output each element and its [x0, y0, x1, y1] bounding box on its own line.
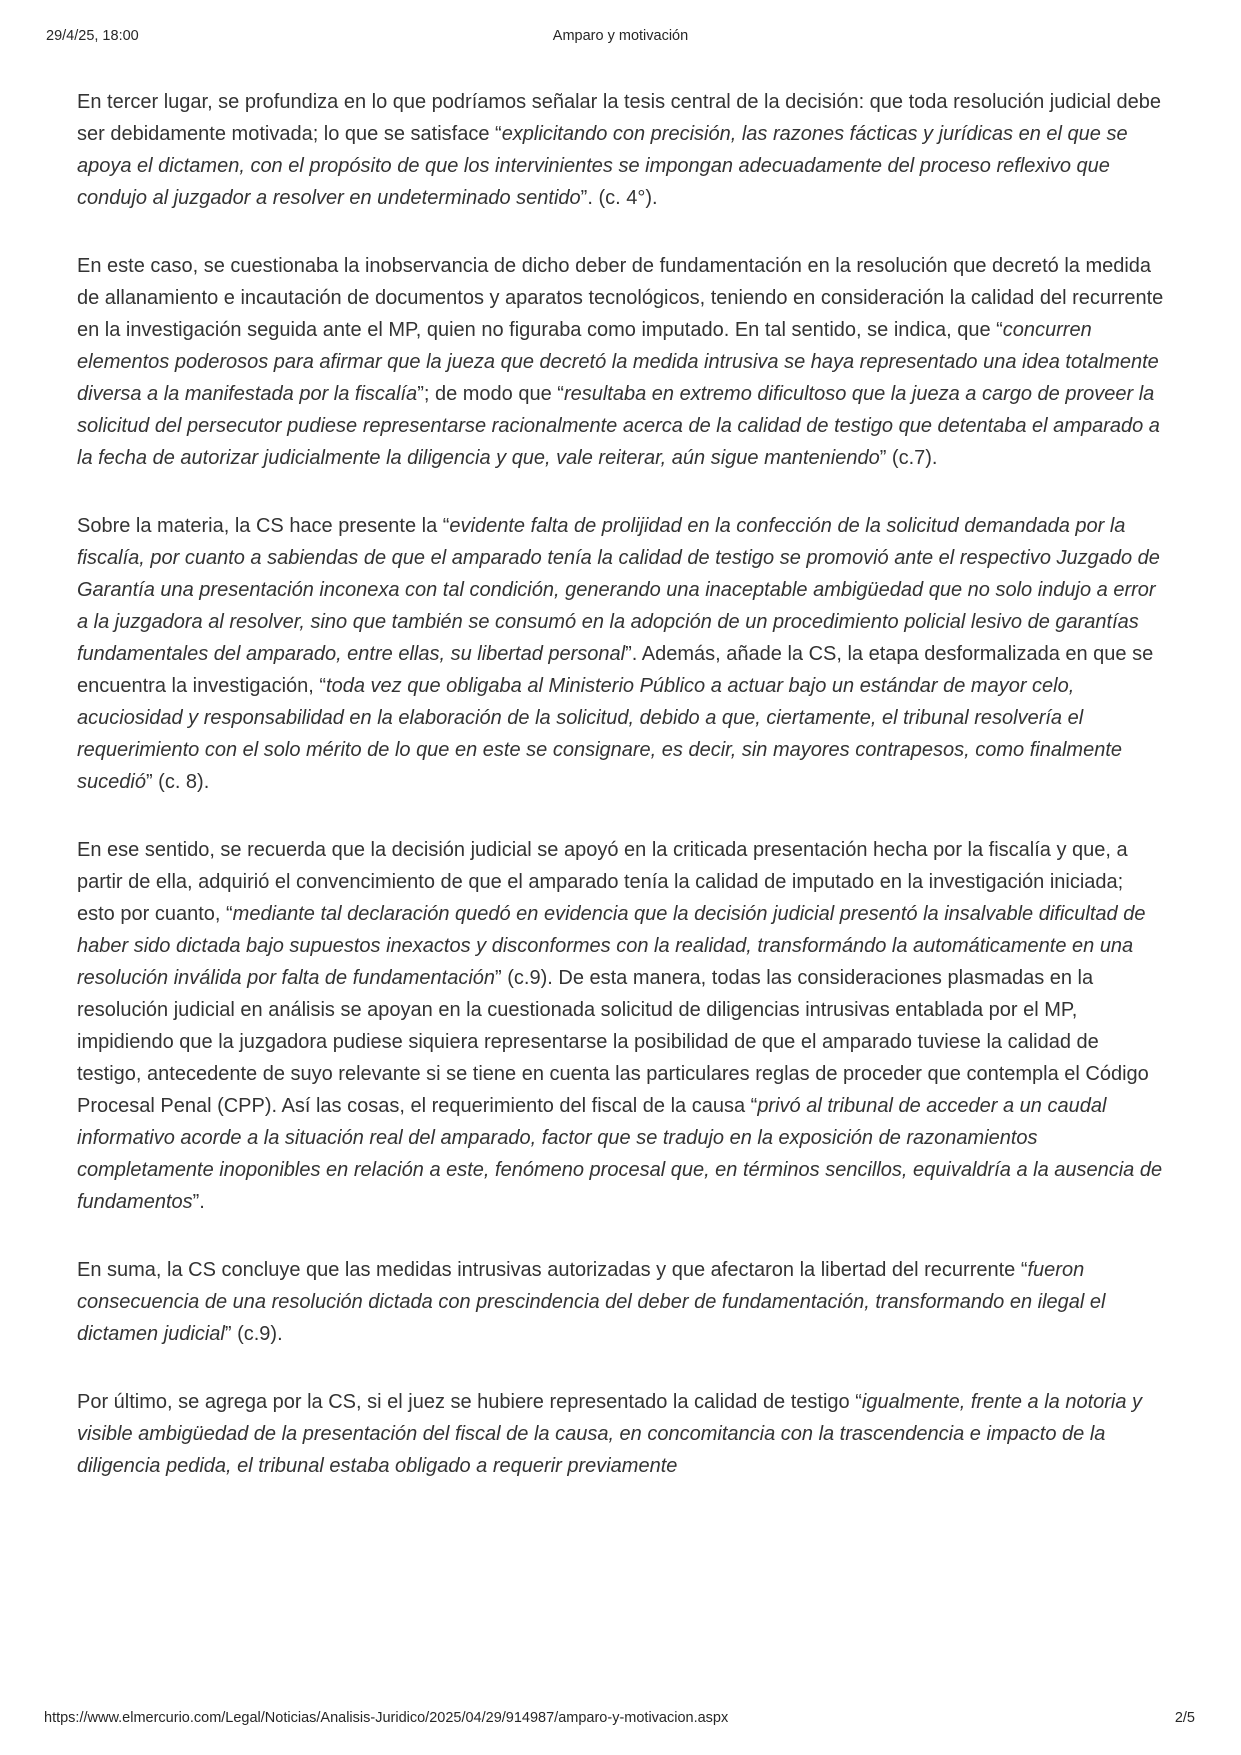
- body-text: En tercer lugar, se profundiza en lo que podríamos señalar la tesis central de la decisión: que toda resolución judicial debe ser debidamente motivada; lo que se satisface “: [77, 91, 1161, 145]
- body-text: ” (c.9). De esta manera, todas las consideraciones plasmadas en la resolución judicial en análisis se apoyan en la cuestionada solicitud de diligencias intrusivas entablada por el MP, impidiendo que la juzgadora pudiese siquiera representarse la posibilidad de que el amparado tuviese la calidad de testigo, antecedente de suyo relevante si se tiene en cuenta las particulares reglas de proceder que contempla el Código Procesal Penal (CPP). Así las cosas, el requerimiento del fiscal de la causa “: [77, 967, 1149, 1117]
- paragraph: [77, 510, 1165, 798]
- body-text: ”. Además, añade la CS, la etapa desformalizada en que se encuentra la investigación, “: [77, 643, 1154, 697]
- paragraph: [77, 1254, 1165, 1350]
- body-text: ”; de modo que “: [417, 383, 564, 405]
- document-title: Amparo y motivación: [552, 28, 689, 44]
- print-footer: [44, 1710, 1195, 1726]
- body-text: ”.: [192, 1191, 205, 1213]
- paragraph: [77, 250, 1165, 474]
- page-number: 2/5: [1174, 1710, 1195, 1726]
- body-text: En este caso, se cuestionaba la inobservancia de dicho deber de fundamentación en la resolución que decretó la medida de allanamiento e incautación de documentos y aparatos tecnológicos, teniendo en consideración la calidad del recurrente en la investigación seguida ante el MP, quien no figuraba como imputado. En tal sentido, se indica, que “: [77, 255, 1164, 341]
- print-header: [46, 28, 1195, 48]
- paragraph: [77, 1386, 1165, 1482]
- quoted-italic-text: concurren elementos poderosos para afirmar que la jueza que decretó la medida intrusiva se haya representado una idea totalmente diversa a la manifestada por la fiscalía: [77, 319, 1159, 405]
- quoted-italic-text: igualmente, frente a la notoria y visible ambigüedad de la presentación del fiscal de la causa, en concomitancia con la trascendencia e impacto de la diligencia pedida, el tribunal estaba obligado a requerir previamente: [77, 1391, 1143, 1477]
- article-body: [77, 86, 1165, 1518]
- body-text: ”. (c. 4°).: [580, 187, 658, 209]
- quoted-italic-text: resultaba en extremo dificultoso que la jueza a cargo de proveer la solicitud del persecutor pudiese representarse racionalmente acerca de la calidad de testigo que detentaba el amparado a la fecha de autorizar judicialmente la diligencia y que, vale reiterar, aún sigue manteniendo: [77, 383, 1160, 469]
- quoted-italic-text: privó al tribunal de acceder a un caudal informativo acorde a la situación real del amparado, factor que se tradujo en la exposición de razonamientos completamente inoponibles en relación a este, fenómeno procesal que, en términos sencillos, equivaldría a la ausencia de fundamentos: [77, 1095, 1163, 1213]
- paragraph: [77, 834, 1165, 1218]
- quoted-italic-text: toda vez que obligaba al Ministerio Público a actuar bajo un estándar de mayor celo, acuciosidad y responsabilidad en la elaboración de la solicitud, debido a que, ciertamente, el tribunal resolvería el requerimiento con el solo mérito de lo que en este se consignare, es decir, sin mayores contrapesos, como finalmente sucedió: [77, 675, 1122, 793]
- body-text: ” (c. 8).: [145, 771, 210, 793]
- print-datetime: 29/4/25, 18:00: [46, 28, 139, 44]
- body-text: Por último, se agrega por la CS, si el juez se hubiere representado la calidad de testigo “: [77, 1391, 862, 1413]
- paragraph: [77, 86, 1165, 214]
- body-text: En ese sentido, se recuerda que la decisión judicial se apoyó en la criticada presentación hecha por la fiscalía y que, a partir de ella, adquirió el convencimiento de que el amparado tenía la calidad de imputado en la investigación iniciada; esto por cuanto, “: [77, 839, 1128, 925]
- quoted-italic-text: fueron consecuencia de una resolución dictada con prescindencia del deber de fundamentación, transformando en ilegal el dictamen judicial: [77, 1259, 1106, 1345]
- body-text: ” (c.9).: [224, 1323, 283, 1345]
- quoted-italic-text: evidente falta de prolijidad en la confección de la solicitud demandada por la fiscalía, por cuanto a sabiendas de que el amparado tenía la calidad de testigo se promovió ante el respectivo Juzgado de Garantía una presentación inconexa con tal condición, generando una inaceptable ambigüedad que no solo indujo a error a la juzgadora al resolver, sino que también se consumó en la adopción de un procedimiento policial lesivo de garantías fundamentales del amparado, entre ellas, su libertad personal: [77, 515, 1160, 665]
- body-text: En suma, la CS concluye que las medidas intrusivas autorizadas y que afectaron la libertad del recurrente “: [77, 1259, 1028, 1281]
- quoted-italic-text: mediante tal declaración quedó en evidencia que la decisión judicial presentó la insalvable dificultad de haber sido dictada bajo supuestos inexactos y disconformes con la realidad, transformándo la automáticamente en una resolución inválida por falta de fundamentación: [77, 903, 1146, 989]
- source-url: https://www.elmercurio.com/Legal/Noticias/Analisis-Juridico/2025/04/29/914987/amparo-y-motivacion.aspx: [44, 1710, 729, 1726]
- body-text: Sobre la materia, la CS hace presente la “: [77, 515, 450, 537]
- quoted-italic-text: explicitando con precisión, las razones fácticas y jurídicas en el que se apoya el dictamen, con el propósito de que los intervinientes se impongan adecuadamente del proceso reflexivo que condujo al juzgador a resolver en undeterminado sentido: [77, 123, 1128, 209]
- body-text: ” (c.7).: [879, 447, 938, 469]
